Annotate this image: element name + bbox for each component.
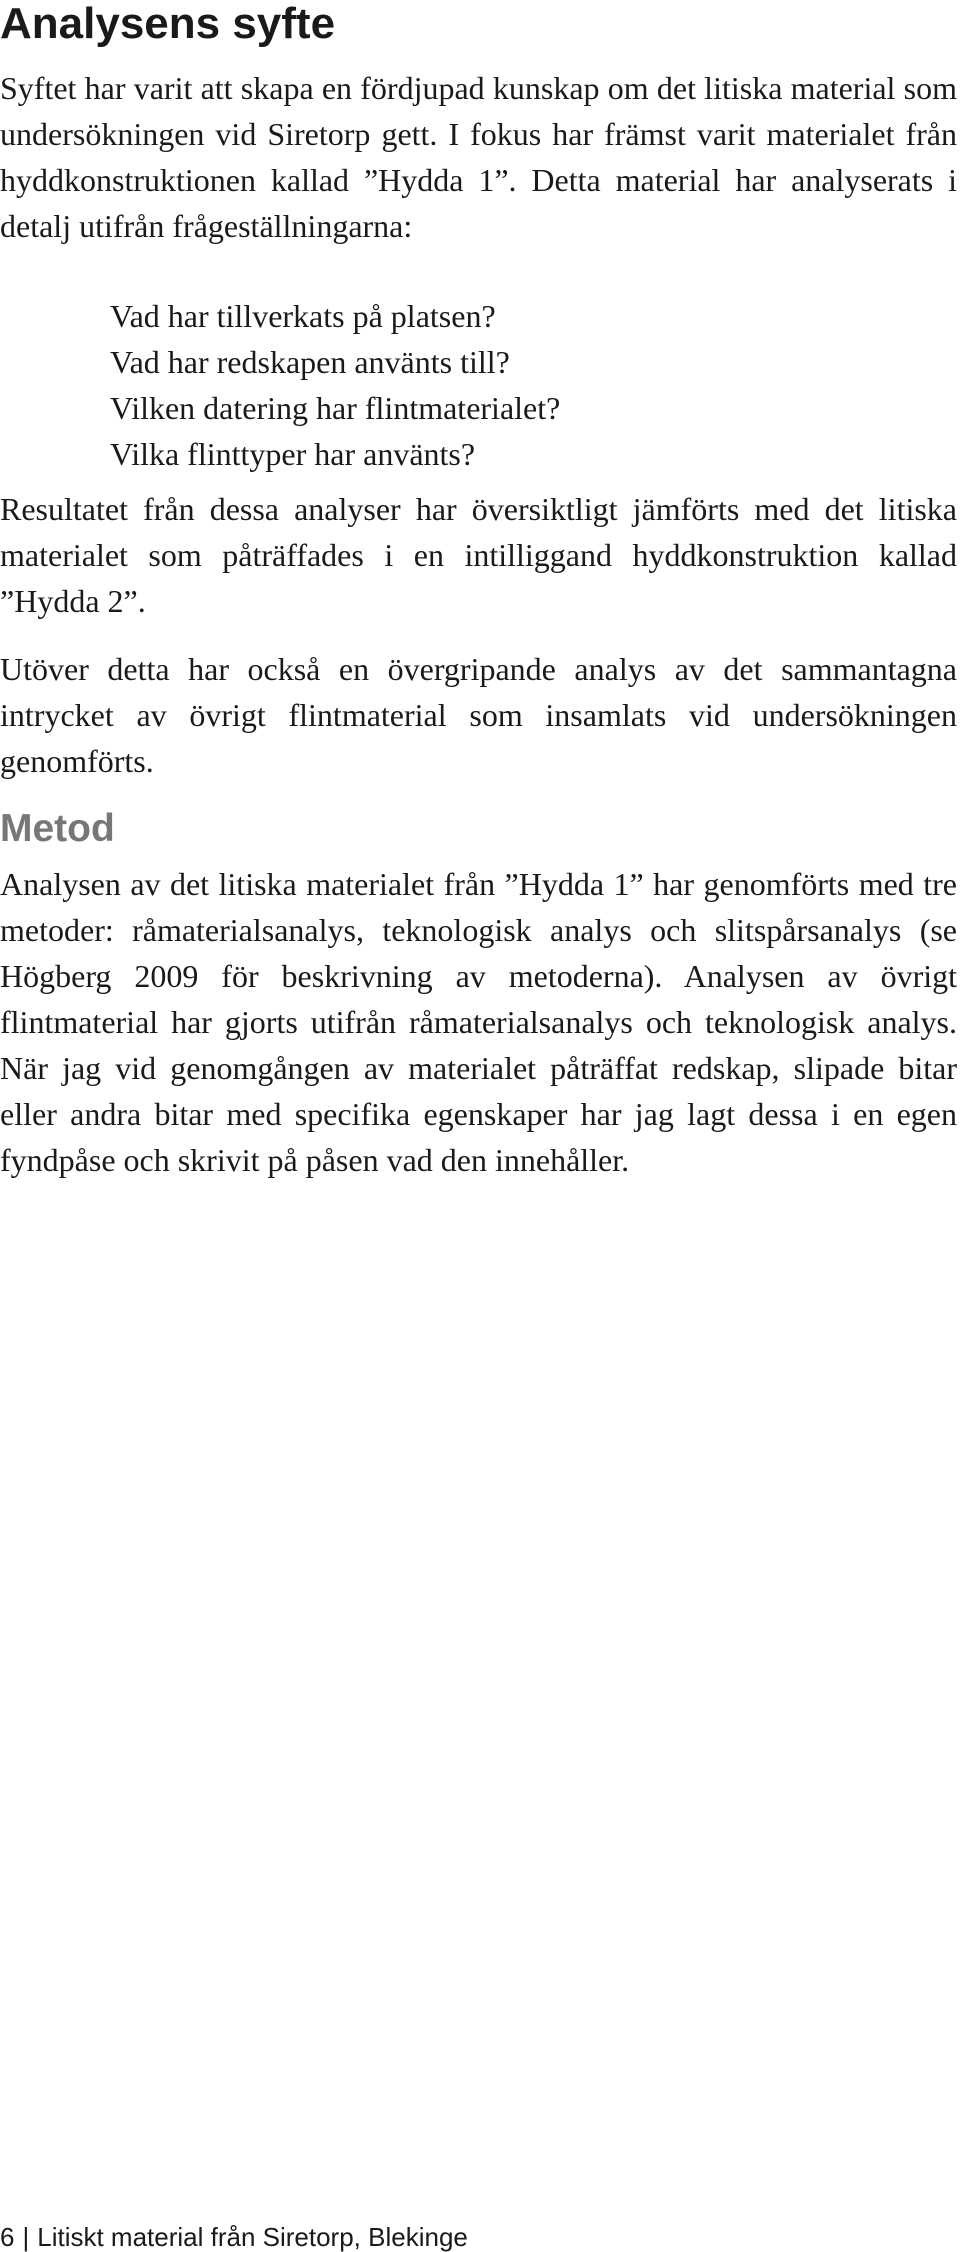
page-number: 6 [0, 2222, 15, 2252]
footer-title: Litiskt material från Siretorp, Blekinge [37, 2222, 468, 2252]
page-footer [0, 2222, 468, 2252]
overview-paragraph: Utöver detta har också en övergripande analys av det sammantagna intrycket av övrigt flintmaterial som insamlats vid undersökningen genomförts. [0, 651, 957, 779]
question-item: Vilka flinttyper har använts? [110, 436, 476, 472]
question-item: Vad har redskapen använts till? [110, 344, 510, 380]
method-paragraph: Analysen av det litiska materialet från ”Hydda 1” har genomförts med tre metoder: råmaterialsanalys, teknologisk analys och slitspårsanalys (se Högberg 2009 för beskrivning av metoderna). Analysen av övrigt flintmaterial har gjorts utifrån råmaterialsanalys och teknologisk analys. När jag vid genomgången av materialet påträffat redskap, slipade bitar eller andra bitar med specifika egenskaper har jag lagt dessa i en egen fyndpåse och skrivit på påsen vad den innehåller. [0, 866, 957, 1178]
section-heading-syfte: Analysens syfte [0, 0, 336, 48]
question-item: Vilken datering har flintmaterialet? [110, 390, 561, 426]
question-list [0, 293, 957, 477]
question-item: Vad har tillverkats på platsen? [110, 298, 496, 334]
footer-separator: | [22, 2222, 30, 2252]
comparison-paragraph: Resultatet från dessa analyser har översiktligt jämförts med det litiska materialet som påträffades i en intilliggand hyddkonstruktion kallad ”Hydda 2”. [0, 491, 957, 619]
section-heading-metod: Metod [0, 807, 115, 850]
intro-paragraph: Syftet har varit att skapa en fördjupad kunskap om det litiska material som undersökningen vid Siretorp gett. I fokus har främst varit materialet från hyddkonstruktionen kallad ”Hydda 1”. Detta material har analyserats i detalj utifrån frågeställningarna: [0, 70, 957, 244]
